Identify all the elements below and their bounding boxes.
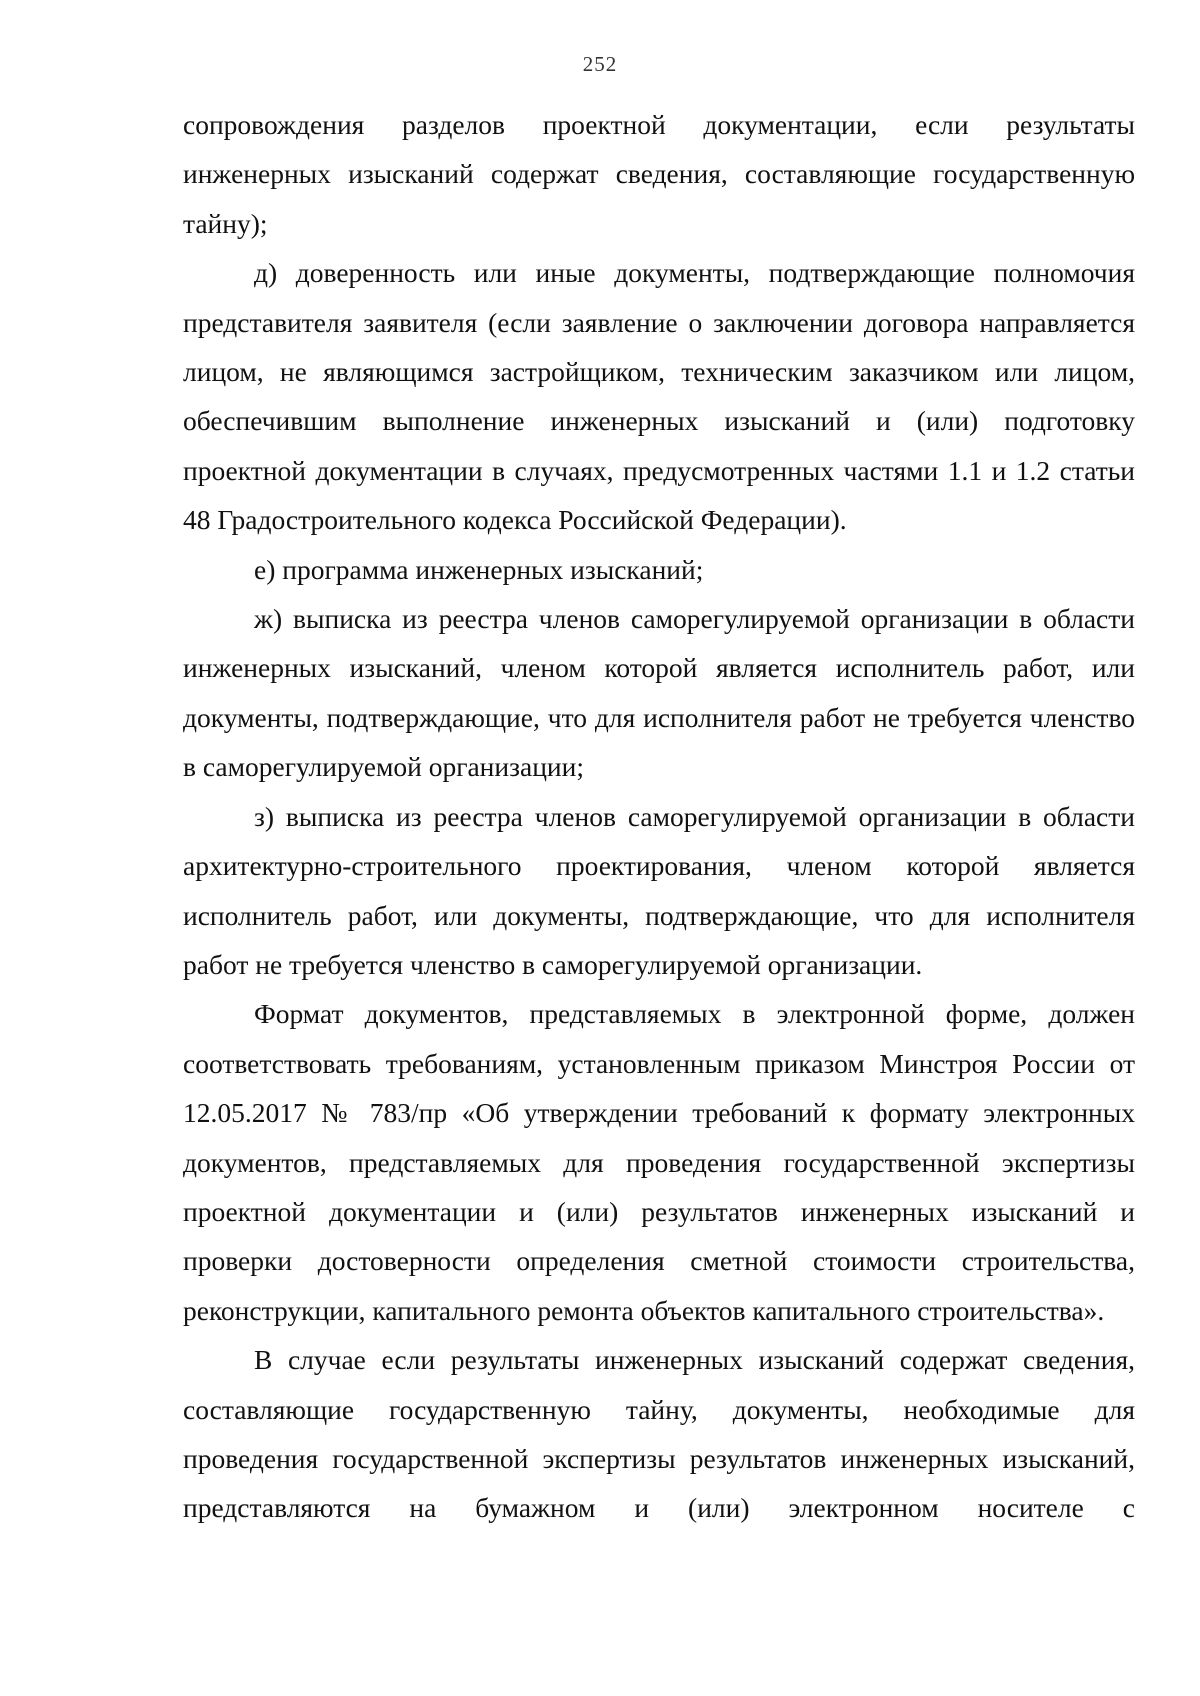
paragraph-document-format: Формат документов, представляемых в электронной форме, должен соответствовать требованиям, установленным приказом Минстроя России от 12.05.2017 № 783/пр «Об утверждении требований к формату электронных документов, представляемых для проведения государственной экспертизы проектной документации и (или) результатов инженерных изысканий и проверки достоверности определения сметной стоимости строительства, реконструкции, капитального ремонта объектов капитального строительства». [183, 998, 1135, 1326]
paragraph-power-of-attorney: д) доверенность или иные документы, подтверждающие полномочия представителя заявителя (если заявление о заключении договора направляется лицом, не являющимся застройщиком, техническим заказчиком или лицом, обеспечившим выполнение инженерных изысканий и (или) подготовку проектной документации в случаях, предусмотренных частями 1.1 и 1.2 статьи 48 Градостроительного кодекса Российской Федерации). [183, 257, 1135, 536]
paragraph-continuation: сопровождения разделов проектной документации, если результаты инженерных изысканий содержат сведения, составляющие государственную тайну); [183, 109, 1135, 239]
page-number: 252 [582, 52, 618, 76]
paragraph-state-secret: В случае если результаты инженерных изысканий содержат сведения, составляющие государственную тайну, документы, необходимые для проведения государственной экспертизы результатов инженерных изысканий, представляются на бумажном и (или) электронном носителе с [183, 1344, 1135, 1524]
document-body [183, 100, 1135, 1533]
paragraph-sro-surveys-extract: ж) выписка из реестра членов саморегулируемой организации в области инженерных изысканий, членом которой является исполнитель работ, или документы, подтверждающие, что для исполнителя работ не требуется членство в саморегулируемой организации; [183, 603, 1135, 783]
paragraph-sro-design-extract: з) выписка из реестра членов саморегулируемой организации в области архитектурно-строительного проектирования, членом которой является исполнитель работ, или документы, подтверждающие, что для исполнителя работ не требуется членство в саморегулируемой организации. [183, 800, 1135, 980]
paragraph-survey-program: е) программа инженерных изысканий; [254, 553, 704, 585]
